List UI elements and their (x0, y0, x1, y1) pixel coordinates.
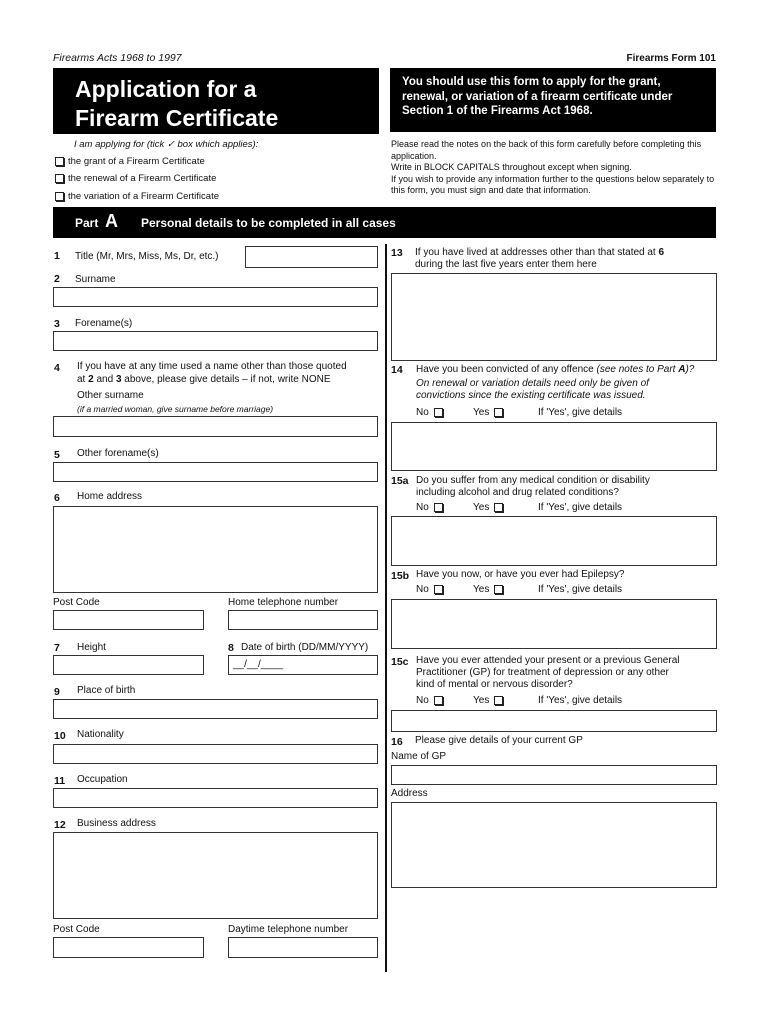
no-label: No (416, 695, 429, 706)
option-renewal[interactable] (55, 173, 216, 185)
q4-line2-d: 3 (115, 374, 122, 385)
q1-number: 1 (54, 250, 60, 262)
checkbox[interactable] (494, 696, 503, 705)
no-label: No (416, 502, 429, 513)
date-of-birth-field[interactable] (228, 655, 378, 675)
yes-label: Yes (473, 407, 490, 418)
checkbox[interactable] (494, 585, 503, 594)
q15c-number: 15c (391, 656, 409, 668)
q15a-line1: Do you suffer from any medical condition or disability (416, 475, 650, 486)
column-divider (385, 244, 387, 972)
part-title: Personal details to be completed in all cases (141, 216, 396, 230)
part-label: Part (75, 216, 99, 230)
q5-number: 5 (54, 449, 60, 461)
forenames-field[interactable] (53, 331, 378, 351)
q13-line1-a: If you have lived at addresses other than that stated at (415, 247, 659, 258)
q4-line1: If you have at any time used a name other than those quoted (77, 361, 347, 372)
q4-line2-e: above, please give details – if not, write NONE (121, 374, 331, 385)
business-postcode-field[interactable] (53, 937, 204, 958)
gp-name-field[interactable] (391, 765, 717, 785)
applying-prompt: I am applying for (tick ✓ box which applies): (74, 139, 259, 150)
checkbox[interactable] (494, 408, 503, 417)
daytime-telephone-label: Daytime telephone number (228, 924, 349, 935)
checkbox[interactable] (55, 174, 64, 183)
q15c-yes-option[interactable] (473, 695, 503, 707)
q15b-no-option[interactable] (416, 584, 443, 596)
q15c-no-option[interactable] (416, 695, 443, 707)
notes-line1: Please read the notes on the back of this form carefully before completing this application. (391, 139, 702, 161)
q4-other-surname: Other surname (77, 390, 144, 401)
q4-line2-a: at (77, 374, 89, 385)
q15b-number: 15b (391, 570, 410, 582)
gp-address-label: Address (391, 788, 428, 799)
q16-label: Please give details of your current GP (415, 735, 583, 746)
q5-label: Other forename(s) (77, 448, 159, 459)
q15a-number: 15a (391, 475, 409, 487)
q9-number: 9 (54, 686, 60, 698)
q13-line1-b: 6 (658, 247, 665, 258)
q9-label: Place of birth (77, 685, 136, 696)
q15b-line1: Have you now, or have you ever had Epilepsy? (416, 569, 625, 580)
q8-label: Date of birth (DD/MM/YYYY) (241, 642, 369, 653)
checkbox[interactable] (55, 157, 64, 166)
q14-line1-c: A (678, 364, 686, 375)
notes-line2: Write in BLOCK CAPITALS throughout except when signing. (391, 162, 632, 172)
q12-number: 12 (54, 819, 66, 831)
q15a-if-yes: If 'Yes', give details (538, 502, 623, 513)
other-surname-field[interactable] (53, 416, 378, 437)
title-line2: Firearm Certificate (75, 105, 279, 131)
option-label: the renewal of a Firearm Certificate (68, 173, 217, 184)
home-telephone-field[interactable] (228, 610, 378, 630)
title-field[interactable] (245, 246, 378, 268)
dob-placeholder: __/__/____ (233, 659, 284, 670)
yes-label: Yes (473, 502, 490, 513)
q7-label: Height (77, 642, 106, 653)
q2-number: 2 (54, 273, 60, 285)
home-address-field[interactable] (53, 506, 378, 593)
medical-condition-field[interactable] (391, 516, 717, 566)
q15b-yes-option[interactable] (473, 584, 503, 596)
occupation-field[interactable] (53, 788, 378, 808)
q14-number: 14 (391, 364, 403, 376)
home-postcode-label: Post Code (53, 597, 100, 608)
q14-line3: convictions since the existing certificate was issued. (416, 390, 646, 401)
q14-line1-b: (see notes to Part (596, 364, 679, 375)
surname-field[interactable] (53, 287, 378, 307)
q15a-yes-option[interactable] (473, 502, 503, 514)
business-postcode-label: Post Code (53, 924, 100, 935)
convictions-details-field[interactable] (391, 422, 717, 471)
q14-line2: On renewal or variation details need only be given of (416, 378, 649, 389)
q7-number: 7 (54, 642, 60, 654)
q1-label: Title (Mr, Mrs, Miss, Ms, Dr, etc.) (75, 251, 219, 262)
checkbox[interactable] (434, 585, 443, 594)
option-variation[interactable] (55, 191, 219, 203)
q3-label: Forename(s) (75, 318, 133, 329)
q14-line1 (416, 364, 694, 376)
no-label: No (416, 407, 429, 418)
q4-line2-c: and (93, 374, 116, 385)
q15c-line1: Have you ever attended your present or a previous General (416, 655, 680, 666)
height-field[interactable] (53, 655, 204, 675)
q12-label: Business address (77, 818, 156, 829)
yes-label: Yes (473, 584, 490, 595)
previous-addresses-field[interactable] (391, 273, 717, 361)
q8-number: 8 (228, 642, 234, 654)
part-letter: A (105, 211, 118, 231)
nationality-field[interactable] (53, 744, 378, 764)
place-of-birth-field[interactable] (53, 699, 378, 719)
notes-line3: If you wish to provide any information further to the questions below separately to this form, you must sign and date that information. (391, 173, 715, 195)
gp-address-field[interactable] (391, 802, 717, 888)
checkbox[interactable] (55, 192, 64, 201)
q3-number: 3 (54, 318, 60, 330)
epilepsy-details-field[interactable] (391, 599, 717, 649)
title-line1: Application for a (75, 76, 257, 102)
q11-label: Occupation (77, 774, 128, 785)
q16-number: 16 (391, 736, 403, 748)
part-a-bar (53, 207, 716, 238)
q14-line1-a: Have you been convicted of any offence (416, 364, 597, 375)
q6-number: 6 (54, 492, 60, 504)
q15a-no-option[interactable] (416, 502, 443, 514)
q15b-if-yes: If 'Yes', give details (538, 584, 623, 595)
daytime-telephone-field[interactable] (228, 937, 378, 958)
checkbox[interactable] (434, 696, 443, 705)
option-label: the grant of a Firearm Certificate (68, 156, 205, 167)
q13-line1 (415, 247, 664, 259)
q4-note: (if a married woman, give surname before marriage) (77, 404, 274, 414)
q4-line2-b: 2 (88, 374, 94, 385)
q15c-if-yes: If 'Yes', give details (538, 695, 623, 706)
notes (391, 139, 717, 197)
checkbox[interactable] (434, 408, 443, 417)
gp-name-label: Name of GP (391, 751, 447, 762)
notice-block (390, 68, 716, 132)
option-label: the variation of a Firearm Certificate (68, 191, 220, 202)
title-block (53, 68, 379, 134)
q13-line2: during the last five years enter them here (415, 259, 597, 270)
q14-if-yes: If 'Yes', give details (538, 407, 623, 418)
q2-label: Surname (75, 274, 116, 285)
gp-treatment-field[interactable] (391, 710, 717, 732)
q11-number: 11 (54, 775, 66, 787)
business-address-field[interactable] (53, 832, 378, 919)
yes-label: Yes (473, 695, 490, 706)
q4-line2 (77, 374, 331, 386)
q14-no-option[interactable] (416, 407, 443, 419)
checkbox[interactable] (494, 503, 503, 512)
q13-number: 13 (391, 247, 403, 259)
q4-number: 4 (54, 362, 60, 374)
no-label: No (416, 584, 429, 595)
form-number: Firearms Form 101 (626, 53, 716, 64)
home-telephone-label: Home telephone number (228, 597, 339, 608)
other-forenames-field[interactable] (53, 462, 378, 482)
option-grant[interactable] (55, 156, 205, 168)
use-notice: You should use this form to apply for the grant, renewal, or variation of a firearm certificate under Section 1 of the Firearms Act 1968. (402, 76, 673, 117)
q14-line1-d: )? (685, 364, 695, 375)
q15a-line2: including alcohol and drug related conditions? (416, 487, 619, 498)
q10-number: 10 (54, 730, 66, 742)
checkbox[interactable] (434, 503, 443, 512)
q6-label: Home address (77, 491, 143, 502)
q15c-line2: Practitioner (GP) for treatment of depression or any other (416, 667, 669, 678)
q14-yes-option[interactable] (473, 407, 503, 419)
acts-reference: Firearms Acts 1968 to 1997 (53, 52, 182, 64)
q10-label: Nationality (77, 729, 124, 740)
home-postcode-field[interactable] (53, 610, 204, 630)
q15c-line3: kind of mental or nervous disorder? (416, 679, 573, 690)
